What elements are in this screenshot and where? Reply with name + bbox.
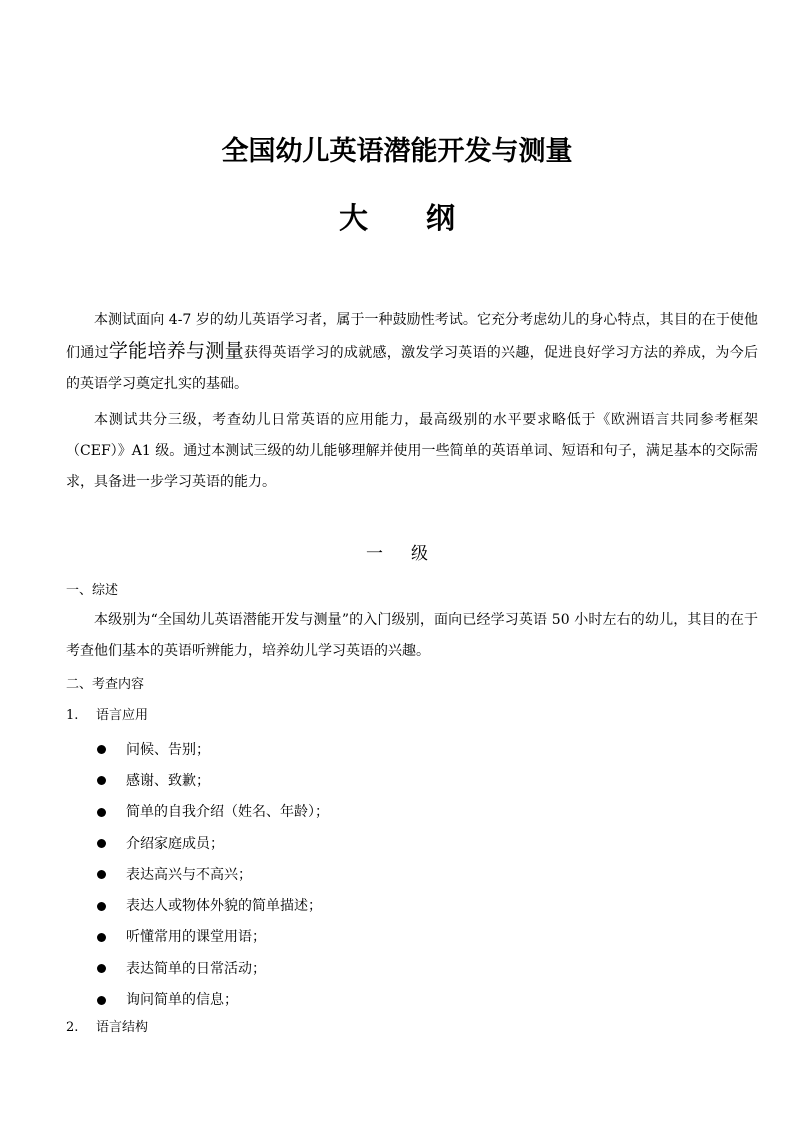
page-title: 全国幼儿英语潜能开发与测量	[221, 136, 573, 167]
bullet-icon	[97, 996, 106, 1005]
bullet-icon	[97, 933, 106, 942]
section-content-label: 二、考查内容	[66, 677, 145, 692]
list-item	[94, 859, 329, 890]
list-item	[94, 953, 329, 984]
bullet-icon	[97, 964, 106, 973]
list-item-text: 表达人或物体外貌的简单描述；	[126, 898, 322, 915]
intro-p1-text-a: 本测试面向 4-7 岁的幼儿英语学习者，属于一种鼓励性考试。它充分考虑幼儿的身心特点，其目的在于使他们通过	[66, 312, 758, 361]
numbered-item-language-use	[66, 705, 148, 727]
numbered-item-language-structure	[66, 1017, 148, 1039]
list-item	[94, 828, 329, 859]
bullet-icon	[97, 870, 106, 879]
list-item-text: 询问简单的信息；	[126, 992, 238, 1009]
item-label: 语言应用	[96, 708, 149, 723]
bullet-icon	[97, 776, 106, 785]
page-subtitle: 大纲	[338, 201, 513, 235]
list-item-text: 表达高兴与不高兴；	[126, 866, 252, 883]
bullet-icon	[97, 902, 106, 911]
list-item	[94, 734, 329, 765]
list-item-text: 感谢、致歉；	[126, 772, 210, 789]
list-item	[94, 797, 329, 828]
bullet-icon	[97, 839, 106, 848]
list-item-text: 表达简单的日常活动；	[126, 960, 266, 977]
item-number: 1.	[66, 708, 79, 723]
list-item	[94, 765, 329, 796]
intro-p1-emphasis: 学能培养与测量	[108, 340, 244, 362]
item-label: 语言结构	[96, 1020, 149, 1035]
intro-paragraph-2: 本测试共分三级，考查幼儿日常英语的应用能力，最高级别的水平要求略低于《欧洲语言共同参考框架（CEF）》A1 级。通过本测试三级的幼儿能够理解并使用一些简单的英语单词、短语和句子，满足基本的交际需求，具备进一步学习英语的能力。	[66, 412, 758, 490]
list-item-text: 问候、告别；	[126, 741, 210, 758]
item-number: 2.	[66, 1020, 79, 1035]
list-item-text: 介绍家庭成员；	[126, 835, 224, 852]
section-overview-text: 本级别为“全国幼儿英语潜能开发与测量”的入门级别，面向已经学习英语 50 小时左右的幼儿，其目的在于考查他们基本的英语听辨能力，培养幼儿学习英语的兴趣。	[66, 612, 758, 659]
list-item	[94, 984, 329, 1015]
list-item	[94, 890, 329, 921]
level-heading: 一级	[366, 544, 456, 564]
section-overview-label: 一、综述	[66, 583, 119, 598]
language-use-list	[94, 734, 329, 1016]
intro-p1-text-b: 获得英语学习的成就感，激发学习英语的兴趣，促进良好学习方法的养成，为今后的英语学习奠定扎实的基础。	[66, 345, 759, 392]
list-item-text: 简单的自我介绍（姓名、年龄）；	[126, 804, 329, 821]
bullet-icon	[97, 745, 106, 754]
list-item	[94, 922, 329, 953]
intro-paragraph-1	[66, 305, 758, 400]
list-item-text: 听懂常用的课堂用语；	[126, 929, 266, 946]
bullet-icon	[97, 808, 106, 817]
